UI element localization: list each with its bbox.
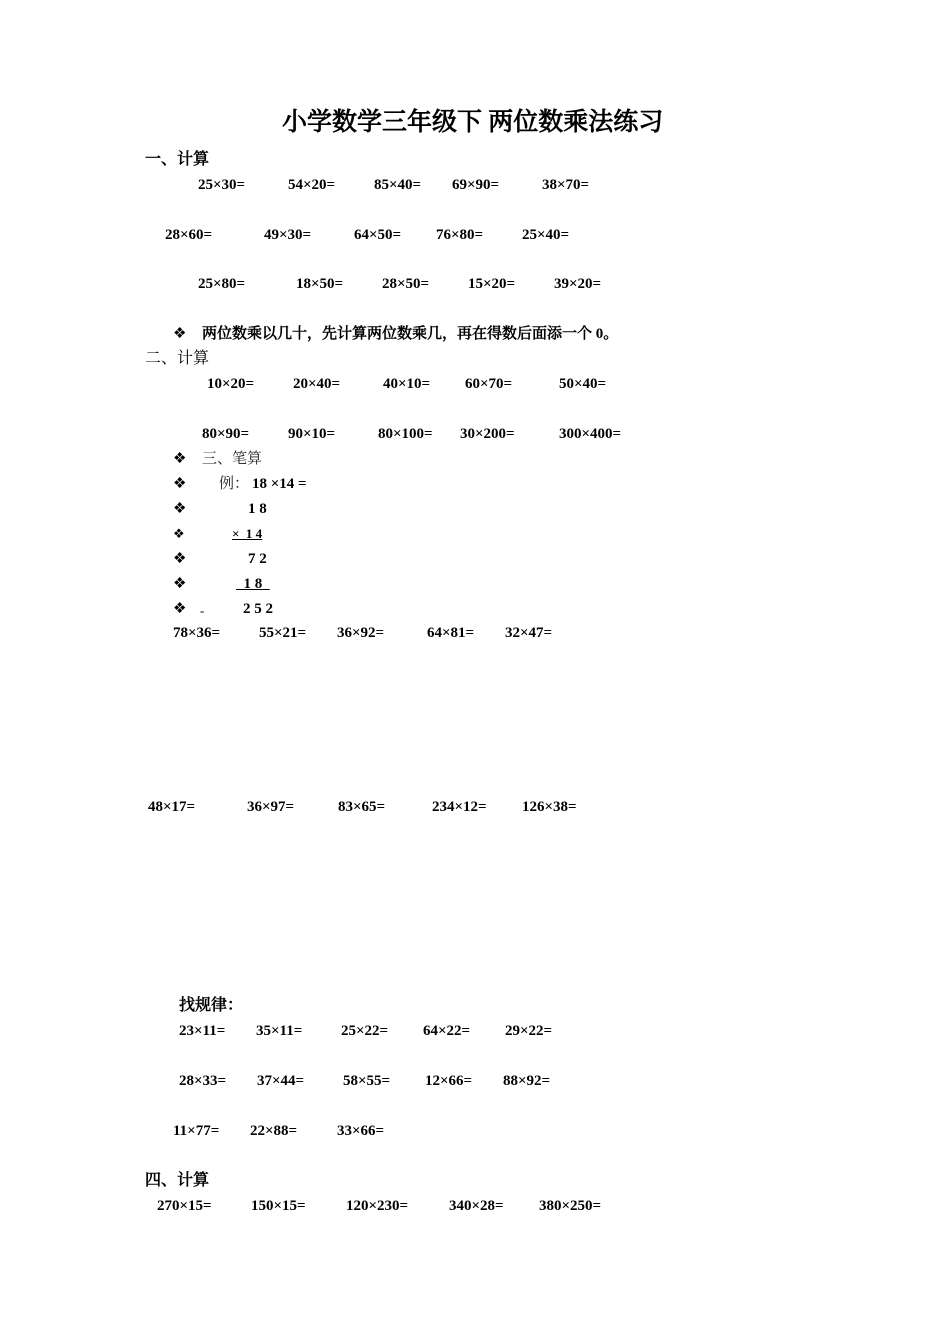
problem: 90×10= [288, 426, 336, 442]
problem: 25×40= [522, 227, 570, 243]
problem: 64×81= [427, 625, 475, 641]
vertical-dash: - [200, 603, 205, 618]
problem: 30×200= [460, 426, 515, 442]
section-1-heading: 一、计算 [145, 151, 210, 168]
problem: 32×47= [505, 625, 553, 641]
problem: 58×55= [343, 1073, 391, 1089]
vertical-partial-product-2 [236, 574, 270, 594]
problem: 28×50= [382, 276, 430, 292]
problem: 150×15= [251, 1198, 306, 1214]
pattern-heading: 找规律： [179, 997, 244, 1014]
problem: 28×60= [165, 227, 213, 243]
problem: 12×66= [425, 1073, 473, 1089]
section-2-heading: 二、计算 [145, 350, 210, 367]
problem: 64×22= [423, 1023, 471, 1039]
problem: 35×11= [256, 1023, 303, 1039]
problem: 49×30= [264, 227, 312, 243]
problem: 11×77= [173, 1123, 220, 1139]
problem: 340×28= [449, 1198, 504, 1214]
problem: 80×90= [202, 426, 250, 442]
problem: 25×30= [198, 177, 246, 193]
problem: 50×40= [559, 376, 607, 392]
problem: 37×44= [257, 1073, 305, 1089]
example-label: 例： [219, 476, 250, 492]
problem: 48×17= [148, 799, 196, 815]
vertical-result: 2 5 2 [243, 601, 273, 617]
problem: 28×33= [179, 1073, 227, 1089]
problem: 55×21= [259, 625, 307, 641]
problem: 23×11= [179, 1023, 226, 1039]
problem: 64×50= [354, 227, 402, 243]
partial-product-2-digits: 1 8 [243, 576, 263, 592]
problem: 69×90= [452, 177, 500, 193]
problem: 54×20= [288, 177, 336, 193]
problem: 380×250= [539, 1198, 602, 1214]
problem: 25×80= [198, 276, 246, 292]
diamond-bullet-icon: ❖ [173, 551, 187, 567]
tip-text: 两位数乘以几十，先计算两位数乘几，再在得数后面添一个 0。 [202, 326, 619, 342]
problem: 10×20= [207, 376, 255, 392]
example-expression: 18 ×14 = [252, 476, 307, 492]
problem: 15×20= [468, 276, 516, 292]
problem: 78×36= [173, 625, 221, 641]
problem: 234×12= [432, 799, 487, 815]
problem: 39×20= [554, 276, 602, 292]
problem: 20×40= [293, 376, 341, 392]
problem: 88×92= [503, 1073, 551, 1089]
problem: 76×80= [436, 227, 484, 243]
diamond-bullet-icon: ❖ [173, 526, 185, 541]
vertical-multiplicand: 1 8 [248, 501, 267, 517]
problem: 300×400= [559, 426, 622, 442]
diamond-bullet-icon: ❖ [173, 576, 187, 592]
problem: 270×15= [157, 1198, 212, 1214]
problem: 33×66= [337, 1123, 385, 1139]
problem: 36×92= [337, 625, 385, 641]
problem: 25×22= [341, 1023, 389, 1039]
page-title: 小学数学三年级下 两位数乘法练习 [282, 109, 664, 136]
vertical-partial-product-1: 7 2 [248, 551, 267, 567]
diamond-bullet-icon: ❖ [173, 501, 187, 517]
diamond-bullet-icon: ❖ [173, 601, 187, 617]
diamond-bullet-icon: ❖ [173, 476, 187, 492]
problem: 80×100= [378, 426, 433, 442]
problem: 126×38= [522, 799, 577, 815]
problem: 36×97= [247, 799, 295, 815]
section-3-heading: 三、笔算 [202, 451, 263, 467]
problem: 85×40= [374, 177, 422, 193]
problem: 18×50= [296, 276, 344, 292]
diamond-bullet-icon: ❖ [173, 326, 187, 342]
problem: 22×88= [250, 1123, 298, 1139]
diamond-bullet-icon: ❖ [173, 451, 187, 467]
problem: 29×22= [505, 1023, 553, 1039]
vertical-multiplier: × 1 4 [232, 526, 263, 541]
problem: 38×70= [542, 177, 590, 193]
problem: 60×70= [465, 376, 513, 392]
problem: 83×65= [338, 799, 386, 815]
section-4-heading: 四、计算 [145, 1172, 210, 1189]
problem: 40×10= [383, 376, 431, 392]
problem: 120×230= [346, 1198, 409, 1214]
